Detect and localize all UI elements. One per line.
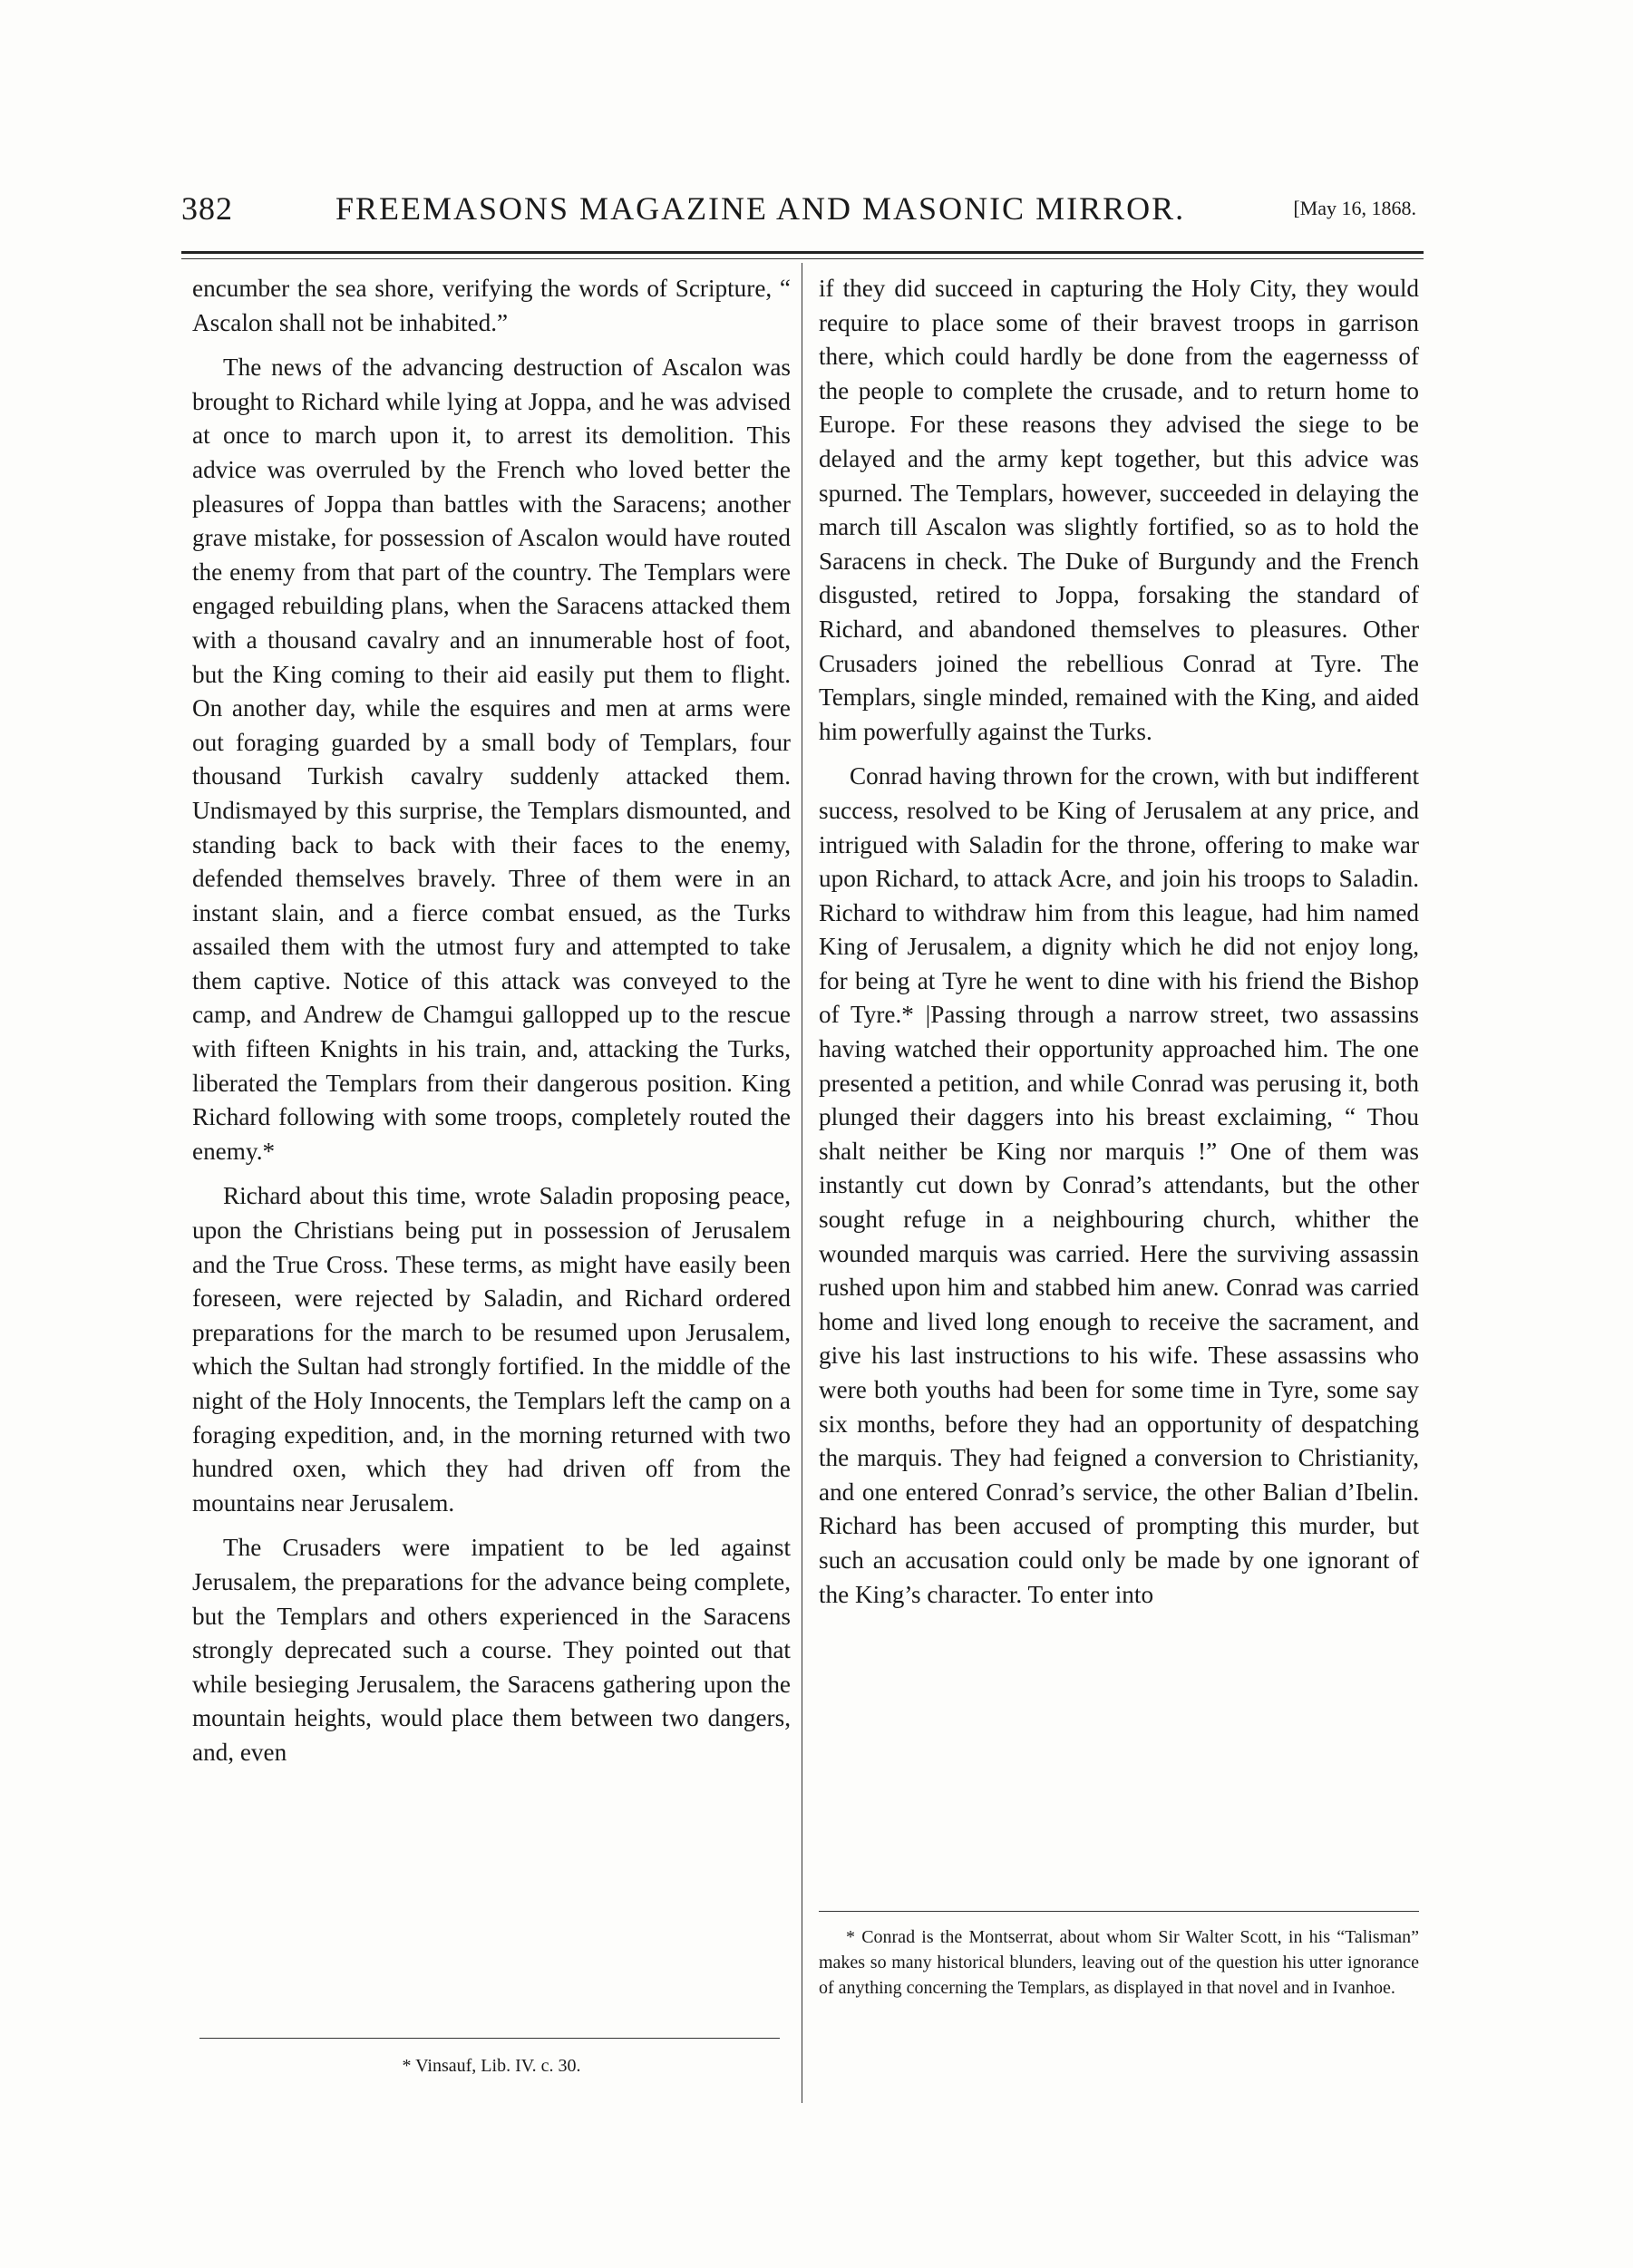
right-paragraph-1: if they did succeed in capturing the Holy City, they would require to place some of their bravest troops in garrison there, which could hardly be done from the eagernesss of the people to complete the crusade, and to return home to Europe. For these reasons they advised the siege to be delayed and the army kept together, but this advice was spurned. The Templars, however, succeeded in delaying the march till Ascalon was slightly fortified, so as to hold the Saracens in check. The Duke of Burgundy and the French disgusted, retired to Joppa, forsaking the standard of Richard, and abandoned themselves to pleasures. Other Crusaders joined the rebellious Conrad at Tyre. The Templars, single minded, remained with the King, and aided him powerfully against the Turks. — [819, 275, 1419, 745]
issue-date: [May 16, 1868. — [1293, 197, 1416, 219]
right-paragraph-2: Conrad having thrown for the crown, with but indifferent success, resolved to be King of Jerusalem at any price, and intrigued with Saladin for the throne, offering to make war upon Richard, to attack Acre, and join his troops to Saladin. Richard to withdraw him from this league, had him named King of Jerusalem, a dignity which he did not enjoy long, for being at Tyre he went to dine with his friend the Bishop of Tyre.* |Passing through a narrow street, two assassins having watched their opportunity approached him. The one presented a petition, and while Conrad was perusing it, both plunged their daggers into his breast exclaiming, “ Thou shalt neither be King nor marquis !” One of them was instantly cut down by Conrad’s attendants, but the other sought refuge in a neighbouring church, whither the wounded marquis was carried. Here the surviving assassin rushed upon him and stabbed him anew. Conrad was carried home and lived long enough to receive the sacrament, and give his last instructions to his wife. These assassins who were both youths had been for some time in Tyre, some say six months, before they had an opportunity of despatching the marquis. They had feigned a conversion to Christianity, and one entered Conrad’s service, the other Balian d’Ibelin. Richard has been accused of prompting this murder, but such an accusation could only be made by one ignorant of the King’s character. To enter into — [819, 762, 1419, 1608]
header-rule-thick — [181, 251, 1424, 254]
page-number: 382 — [181, 190, 233, 227]
left-footnote: * Vinsauf, Lib. IV. c. 30. — [402, 2056, 581, 2076]
right-footnote-rule — [819, 1911, 1419, 1912]
header-rule-thin — [181, 258, 1424, 259]
right-column — [819, 272, 1419, 1623]
left-footnote-rule — [199, 2038, 780, 2039]
left-paragraph-1: encumber the sea shore, verifying the words of Scripture, “ Ascalon shall not be inhabited.” — [192, 275, 791, 336]
page-header — [181, 186, 1424, 240]
left-paragraph-4: The Crusaders were impatient to be led against Jerusalem, the preparations for the advance being complete, but the Templars and others experienced in the Saracens strongly deprecated such a course. They pointed out that while besieging Jerusalem, the Saracens gathering upon the mountain heights, would place them between two dangers, and, even — [192, 1534, 791, 1766]
right-footnote: * Conrad is the Montserrat, about whom Sir Walter Scott, in his “Talisman” makes so many historical blunders, leaving out of the question his utter ignorance of anything concerning the Templars, as displayed in that novel and in Ivanhoe. — [819, 1927, 1419, 1998]
left-column — [192, 272, 791, 1781]
left-paragraph-3: Richard about this time, wrote Saladin proposing peace, upon the Christians being put in possession of Jerusalem and the True Cross. These terms, as might have easily been foreseen, were rejected by Saladin, and Richard ordered preparations for the march to be resumed upon Jerusalem, which the Sultan had strongly fortified. In the middle of the night of the Holy Innocents, the Templars left the camp on a foraging expedition, and, in the morning returned with two hundred oxen, which they had driven off from the mountains near Jerusalem. — [192, 1182, 791, 1517]
left-paragraph-2: The news of the advancing destruction of Ascalon was brought to Richard while lying at Joppa, and he was advised at once to march upon it, to arrest its demolition. This advice was overruled by the French who loved better the pleasures of Joppa than battles with the Saracens; another grave mistake, for possession of Ascalon would have routed the enemy from that part of the country. The Templars were engaged rebuilding plans, when the Saracens attacked them with a thousand cavalry and an innumerable host of foot, but the King coming to their aid easily put them to flight. On another day, while the esquires and men at arms were out foraging guarded by a small body of Templars, four thousand Turkish cavalry suddenly attacked them. Undismayed by this surprise, the Templars dismounted, and standing back to back with their faces to the enemy, defended themselves bravely. Three of them were in an instant slain, and a fierce combat ensued, as the Turks assailed them with the utmost fury and attempted to take them captive. Notice of this attack was conveyed to the camp, and Andrew de Chamgui gallopped up to the rescue with fifteen Knights in his train, and, attacking the Turks, liberated the Templars from their dangerous position. King Richard following with some troops, completely routed the enemy.* — [192, 354, 791, 1165]
masthead-title: FREEMASONS MAGAZINE AND MASONIC MIRROR. — [335, 190, 1186, 227]
